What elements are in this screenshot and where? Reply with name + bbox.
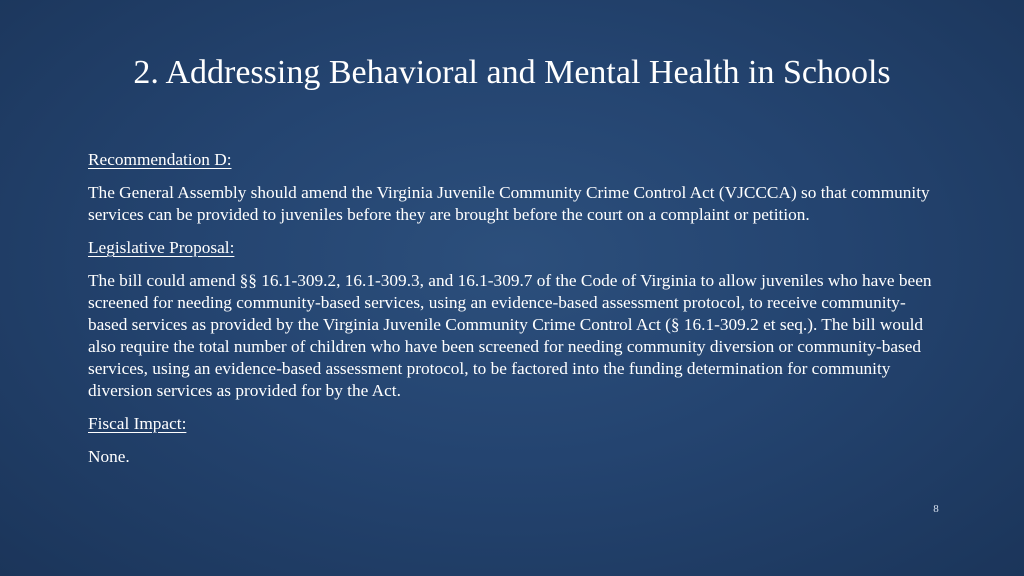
recommendation-heading: Recommendation D: — [88, 150, 232, 169]
slide-body — [88, 149, 938, 468]
fiscal-impact-heading: Fiscal Impact: — [88, 414, 187, 433]
fiscal-impact-text: None. — [88, 447, 130, 466]
slide-title: 2. Addressing Behavioral and Mental Health in Schools — [133, 54, 891, 91]
page-number: 8 — [933, 503, 939, 515]
legislative-proposal-text: The bill could amend §§ 16.1-309.2, 16.1-309.3, and 16.1-309.7 of the Code of Virginia to allow juveniles who have been screened for needing community-based services, using an evidence-based assessment protocol, to receive community-based services as provided by the Virginia Juvenile Community Crime Control Act (§ 16.1-309.2 et seq.). The bill would also require the total number of children who have been screened for needing community diversion or community-based services, using an evidence-based assessment protocol, to be factored into the funding determination for community diversion services as provided for by the Act. — [88, 271, 932, 400]
recommendation-text: The General Assembly should amend the Virginia Juvenile Community Crime Control Act (VJCCCA) so that community services can be provided to juveniles before they are brought before the court on a complaint or petition. — [88, 183, 930, 224]
legislative-proposal-heading: Legislative Proposal: — [88, 238, 235, 257]
